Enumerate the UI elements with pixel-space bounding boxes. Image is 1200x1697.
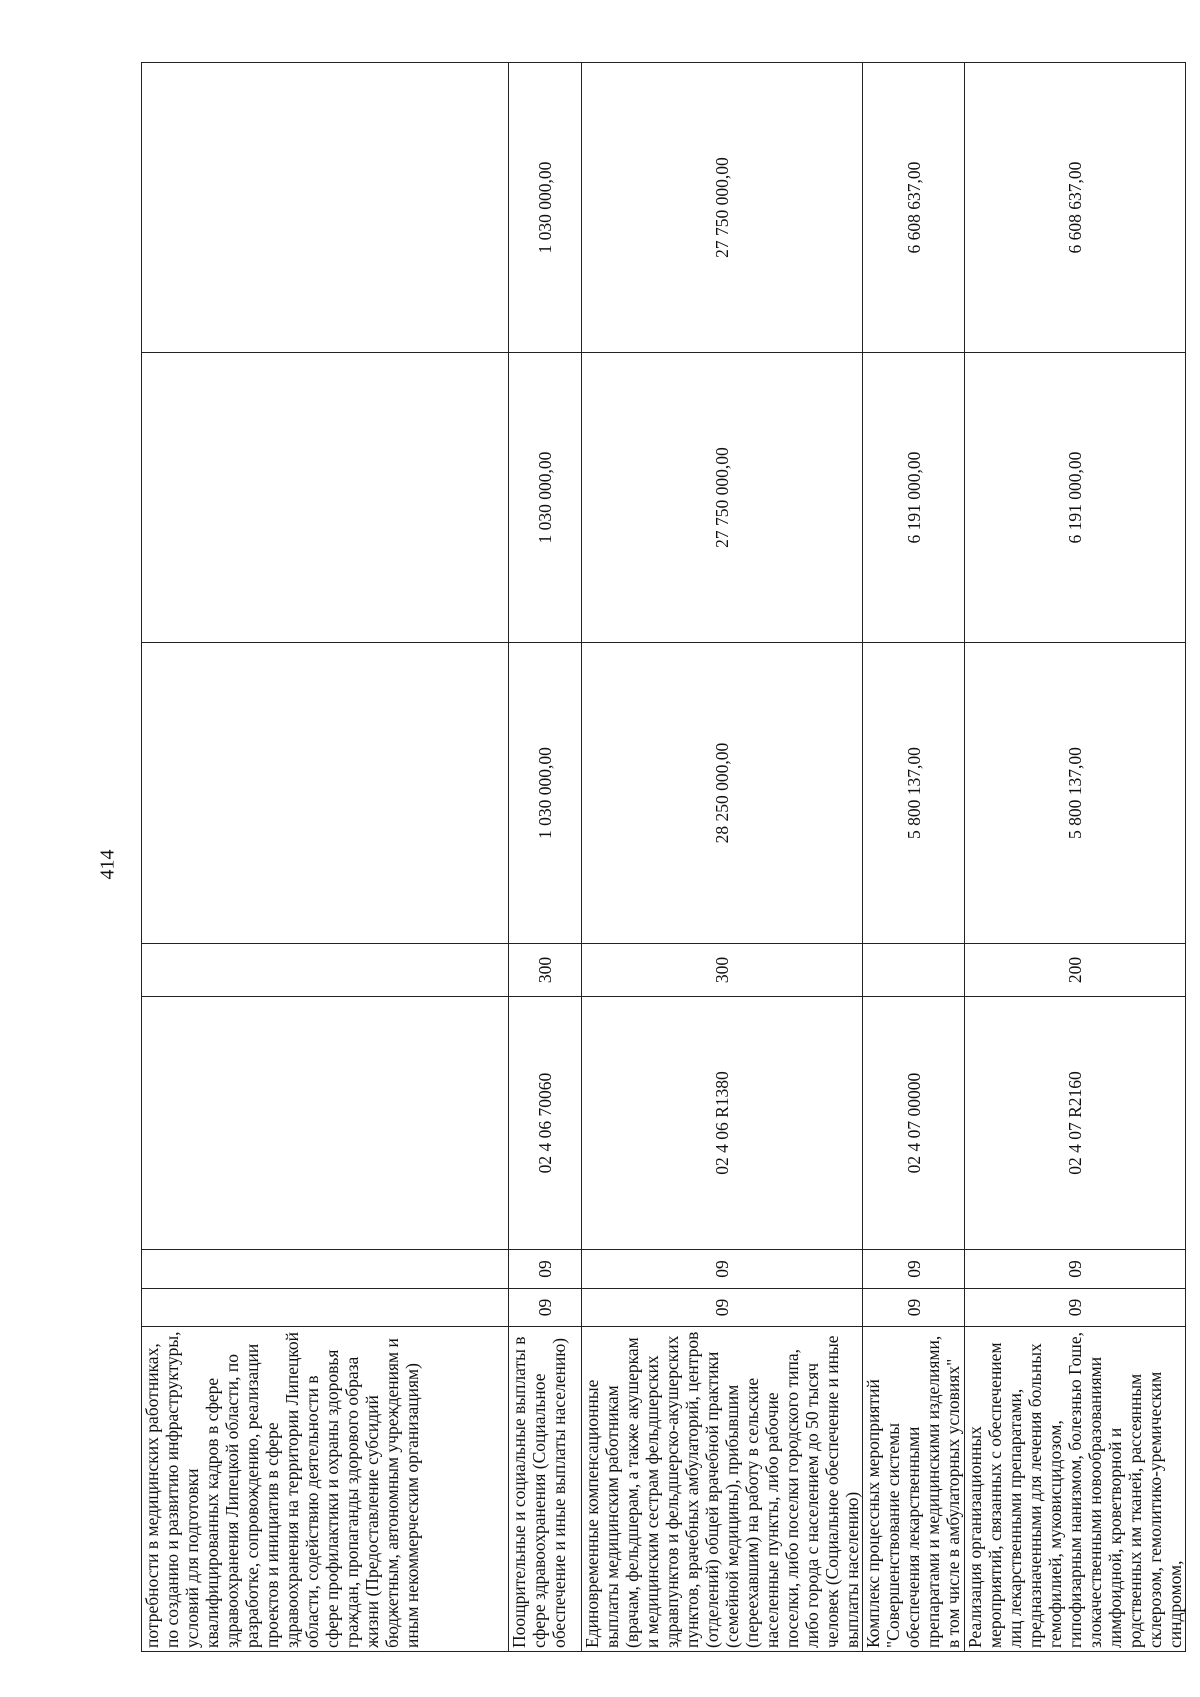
row-description: Реализация организационных мероприятий, связанных с обеспечением лиц лекарственными препаратами, предназначенными для лечения больных гемофилией, муковисцидозом, гипофизарным нанизмом, болезнью Гоше, злокачественными новообразованиями лимфоидной, кроветворной и родственных им тканей, рассеянным склерозом, гемолитико-уремическим синдромом, xyxy=(965,1327,1186,1652)
subsection-cell xyxy=(142,1250,509,1289)
target-code-cell: 02 4 07 R2160 xyxy=(965,997,1186,1250)
section-cell: 09 xyxy=(863,1289,965,1327)
target-code-cell: 02 4 06 R1380 xyxy=(582,997,863,1250)
expense-type-cell: 300 xyxy=(509,944,582,997)
amount-year1-cell: 1 030 000,00 xyxy=(509,643,582,944)
page-number: 414 xyxy=(96,849,119,880)
row-description: Комплекс процессных мероприятий "Совершенствование системы обеспечения лекарственными препаратами и медицинскими изделиями, в том числе в амбулаторных условиях" xyxy=(863,1327,965,1652)
table-row xyxy=(965,63,1186,1652)
budget-table xyxy=(141,62,1186,1652)
amount-year3-cell: 1 030 000,00 xyxy=(509,63,582,353)
amount-year2-cell xyxy=(142,353,509,643)
amount-year1-cell: 5 800 137,00 xyxy=(965,643,1186,944)
section-cell: 09 xyxy=(965,1289,1186,1327)
amount-year1-cell xyxy=(142,643,509,944)
expense-type-cell xyxy=(863,944,965,997)
budget-table-wrapper xyxy=(141,63,1185,1652)
expense-type-cell: 200 xyxy=(965,944,1186,997)
table-row xyxy=(863,63,965,1652)
expense-type-cell: 300 xyxy=(582,944,863,997)
subsection-cell: 09 xyxy=(509,1250,582,1289)
amount-year3-cell xyxy=(142,63,509,353)
amount-year2-cell: 1 030 000,00 xyxy=(509,353,582,643)
row-description: Поощрительные и социальные выплаты в сфере здравоохранения (Социальное обеспечение и иные выплаты населению) xyxy=(509,1327,582,1652)
amount-year2-cell: 6 191 000,00 xyxy=(965,353,1186,643)
table-row xyxy=(509,63,582,1652)
target-code-cell xyxy=(142,997,509,1250)
table-row xyxy=(582,63,863,1652)
row-description: потребности в медицинских работниках, по созданию и развитию инфраструктуры, условий для подготовки квалифицированных кадров в сфере здравоохранения Липецкой области, по разработке, сопровождению, реализации проектов и инициатив в сфере здравоохранения на территории Липецкой области, содействию деятельности в сфере профилактики и охраны здоровья граждан, пропаганды здорового образа жизни (Предоставление субсидий бюджетным, автономным учреждениям и иным некоммерческим организациям) xyxy=(142,1327,509,1652)
subsection-cell: 09 xyxy=(582,1250,863,1289)
amount-year3-cell: 27 750 000,00 xyxy=(582,63,863,353)
subsection-cell: 09 xyxy=(965,1250,1186,1289)
amount-year2-cell: 27 750 000,00 xyxy=(582,353,863,643)
amount-year1-cell: 5 800 137,00 xyxy=(863,643,965,944)
amount-year3-cell: 6 608 637,00 xyxy=(863,63,965,353)
amount-year1-cell: 28 250 000,00 xyxy=(582,643,863,944)
target-code-cell: 02 4 06 70060 xyxy=(509,997,582,1250)
target-code-cell: 02 4 07 00000 xyxy=(863,997,965,1250)
section-cell xyxy=(142,1289,509,1327)
table-row xyxy=(142,63,509,1652)
amount-year3-cell: 6 608 637,00 xyxy=(965,63,1186,353)
expense-type-cell xyxy=(142,944,509,997)
subsection-cell: 09 xyxy=(863,1250,965,1289)
row-description: Единовременные компенсационные выплаты медицинским работникам (врачам, фельдшерам, а также акушеркам и медицинским сестрам фельдшерских здравпунктов и фельдшерско-акушерских пунктов, врачебных амбулаторий, центров (отделений) общей врачебной практики (семейной медицины), прибывшим (переехавшим) на работу в сельские населенные пункты, либо рабочие поселки, либо поселки городского типа, либо города с населением до 50 тысяч человек (Социальное обеспечение и иные выплаты населению) xyxy=(582,1327,863,1652)
amount-year2-cell: 6 191 000,00 xyxy=(863,353,965,643)
section-cell: 09 xyxy=(582,1289,863,1327)
section-cell: 09 xyxy=(509,1289,582,1327)
